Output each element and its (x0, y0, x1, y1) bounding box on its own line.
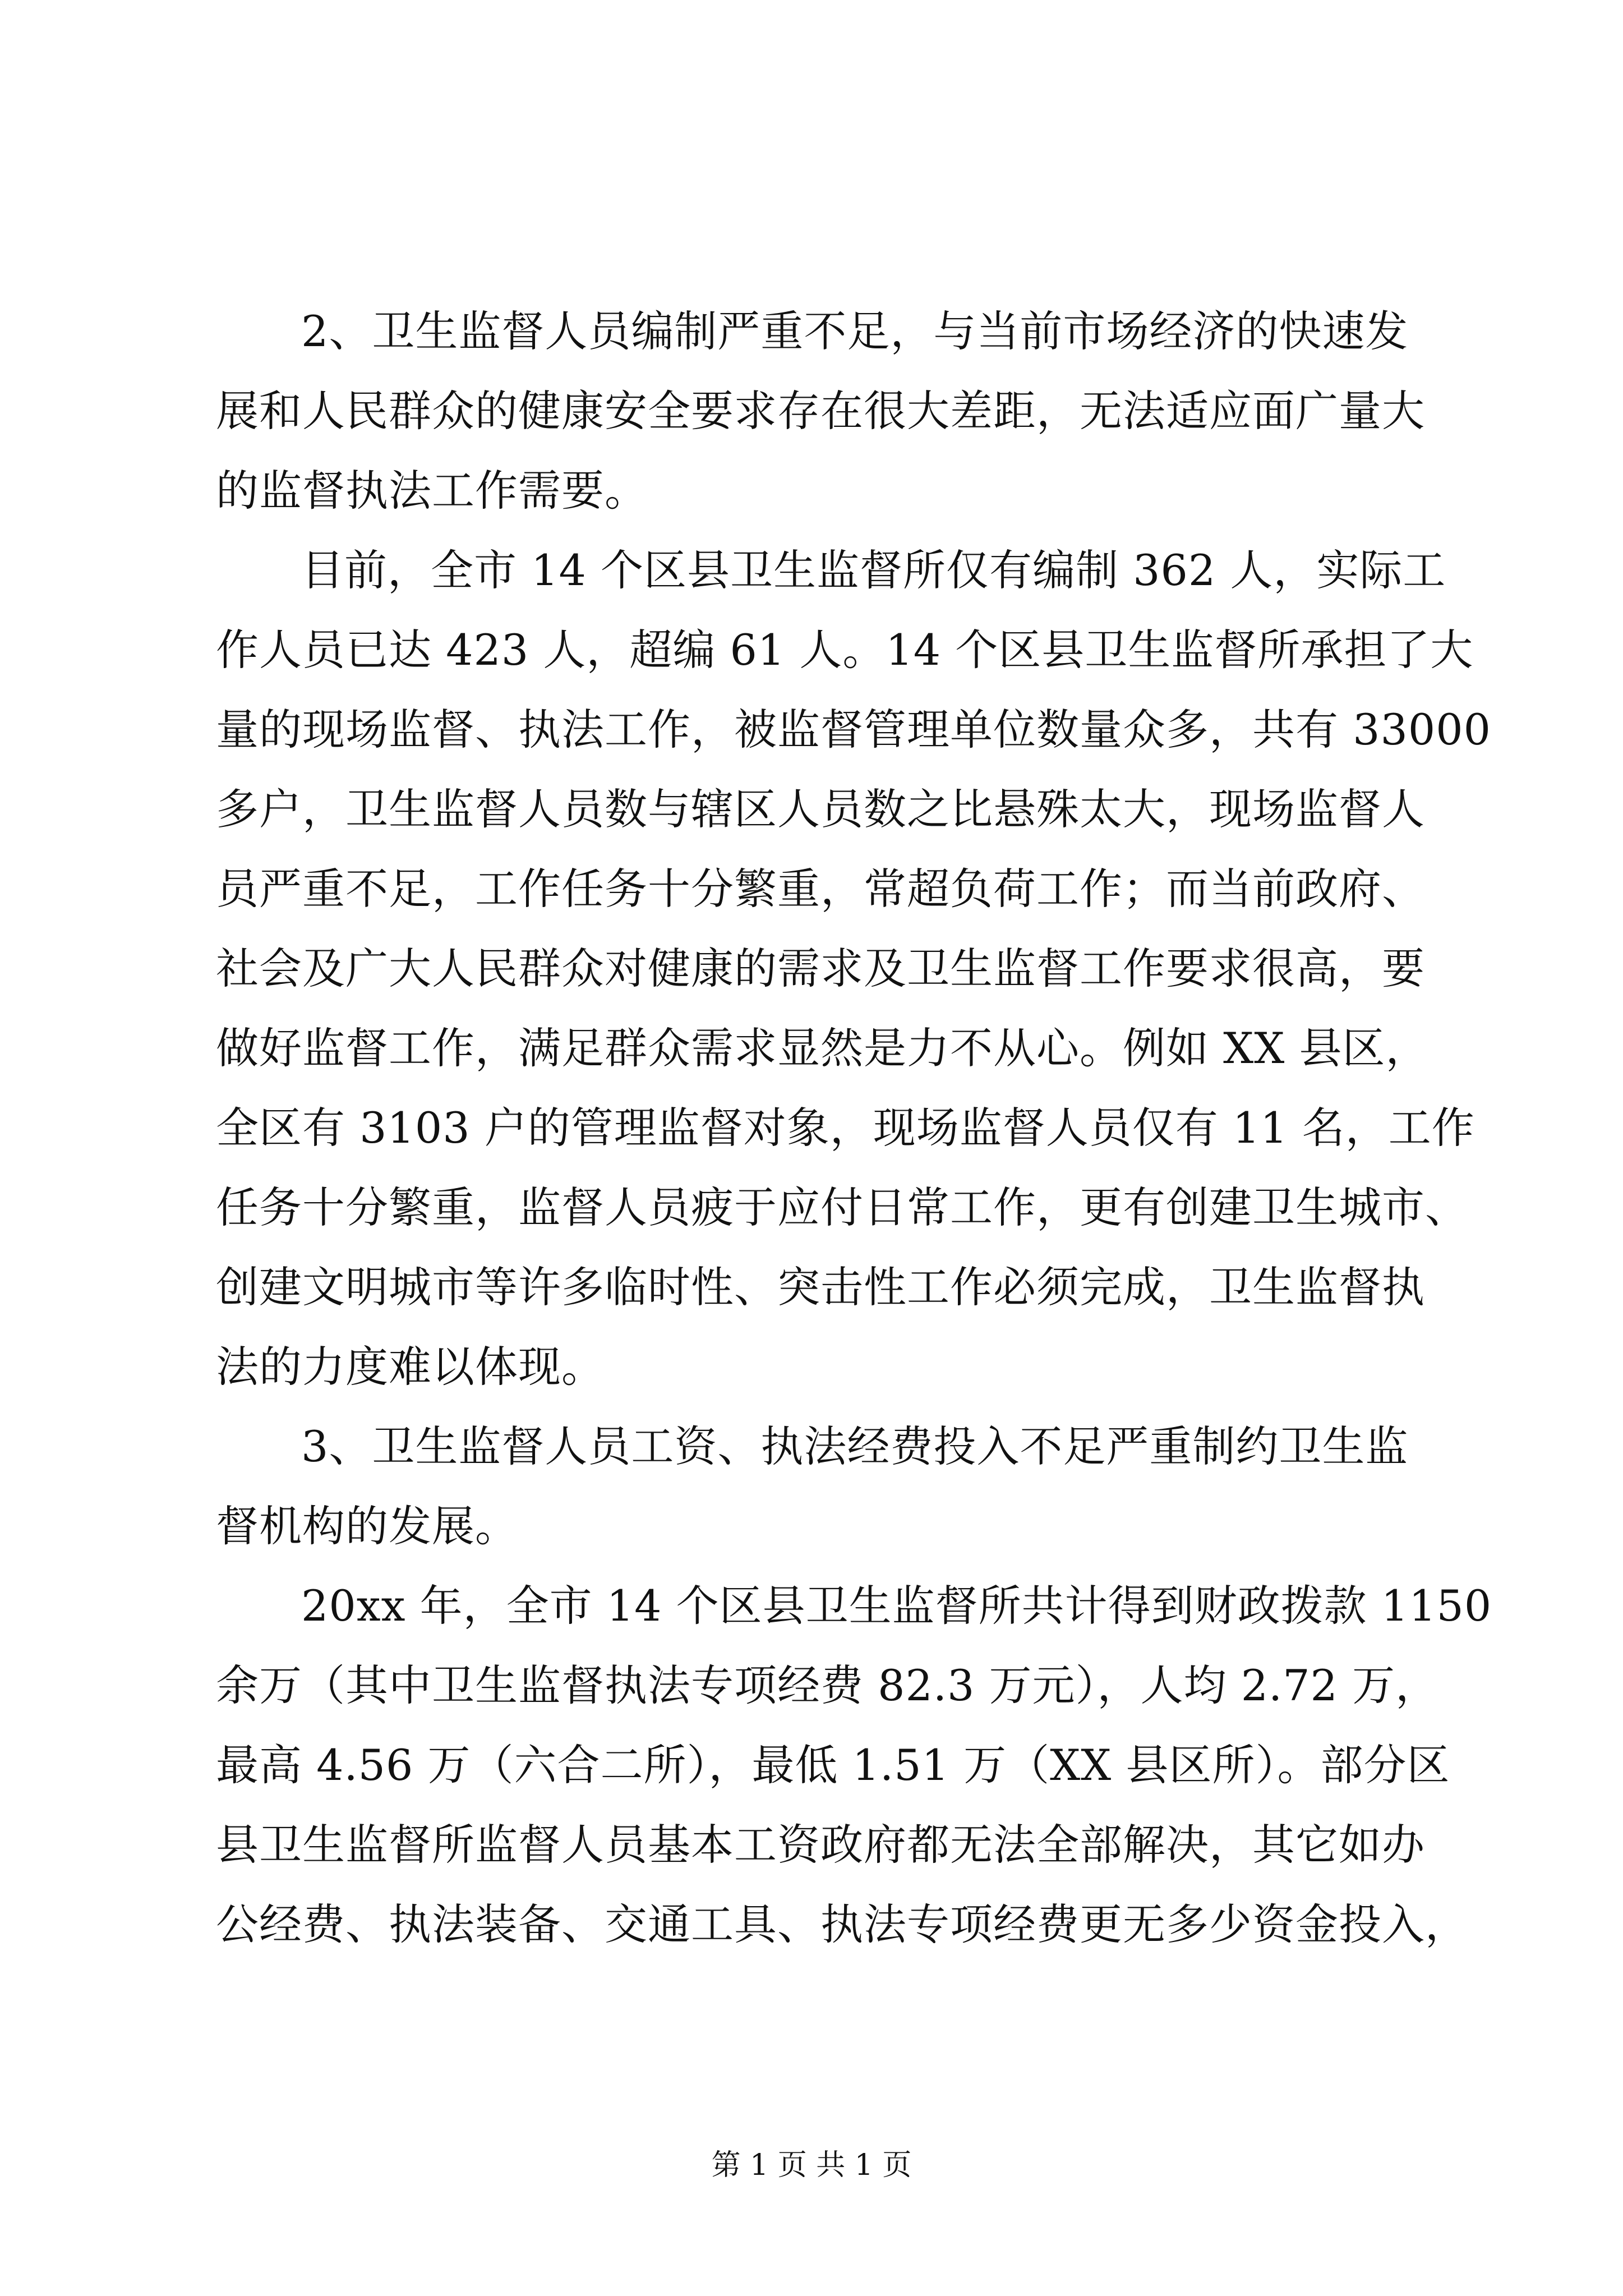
text-line: 多户，卫生监督人员数与辖区人员数之比悬殊太大，现场监督人 (216, 784, 1425, 834)
paragraph-staffing-shortage (216, 292, 1425, 531)
text-line: 量的现场监督、执法工作，被监督管理单位数量众多，共有 33000 (216, 705, 1491, 754)
text-line: 作人员已达 423 人，超编 61 人。14 个区县卫生监督所承担了大 (216, 625, 1474, 675)
text-line: 的监督执法工作需要。 (216, 466, 648, 516)
text-line: 任务十分繁重，监督人员疲于应付日常工作，更有创建卫生城市、 (216, 1182, 1468, 1232)
text-line: 全区有 3103 户的管理监督对象，现场监督人员仅有 11 名，工作 (216, 1103, 1475, 1153)
text-line: 员严重不足，工作任务十分繁重，常超负荷工作；而当前政府、 (216, 864, 1425, 914)
paragraph-funding-details (216, 1566, 1492, 1964)
text-line: 3、卫生监督人员工资、执法经费投入不足严重制约卫生监 (301, 1421, 1409, 1471)
text-line: 最高 4.56 万（六合二所），最低 1.51 万（XX 县区所）。部分区 (216, 1740, 1450, 1790)
text-line: 督机构的发展。 (216, 1501, 518, 1551)
text-line: 2、卫生监督人员编制严重不足，与当前市场经济的快速发 (301, 306, 1409, 356)
paragraph-current-staffing (216, 531, 1491, 1407)
text-line: 法的力度难以体现。 (216, 1342, 605, 1392)
paragraph-funding-shortage (216, 1407, 1416, 1566)
text-line: 创建文明城市等许多临时性、突击性工作必须完成，卫生监督执 (216, 1262, 1425, 1312)
text-line: 公经费、执法装备、交通工具、执法专项经费更无多少资金投入， (216, 1899, 1468, 1949)
text-line: 20xx 年，全市 14 个区县卫生监督所共计得到财政拨款 1150 (301, 1581, 1492, 1631)
text-line: 展和人民群众的健康安全要求存在很大差距，无法适应面广量大 (216, 386, 1425, 436)
text-line: 余万（其中卫生监督执法专项经费 82.3 万元），人均 2.72 万， (216, 1660, 1439, 1710)
page-footer: 第 1 页 共 1 页 (711, 2148, 912, 2182)
text-line: 社会及广大人民群众对健康的需求及卫生监督工作要求很高，要 (216, 944, 1425, 993)
document-body (216, 292, 1492, 1964)
text-line: 目前，全市 14 个区县卫生监督所仅有编制 362 人，实际工 (301, 545, 1446, 595)
text-line: 县卫生监督所监督人员基本工资政府都无法全部解决，其它如办 (216, 1820, 1425, 1870)
text-line: 做好监督工作，满足群众需求显然是力不从心。例如 XX 县区， (216, 1023, 1429, 1073)
